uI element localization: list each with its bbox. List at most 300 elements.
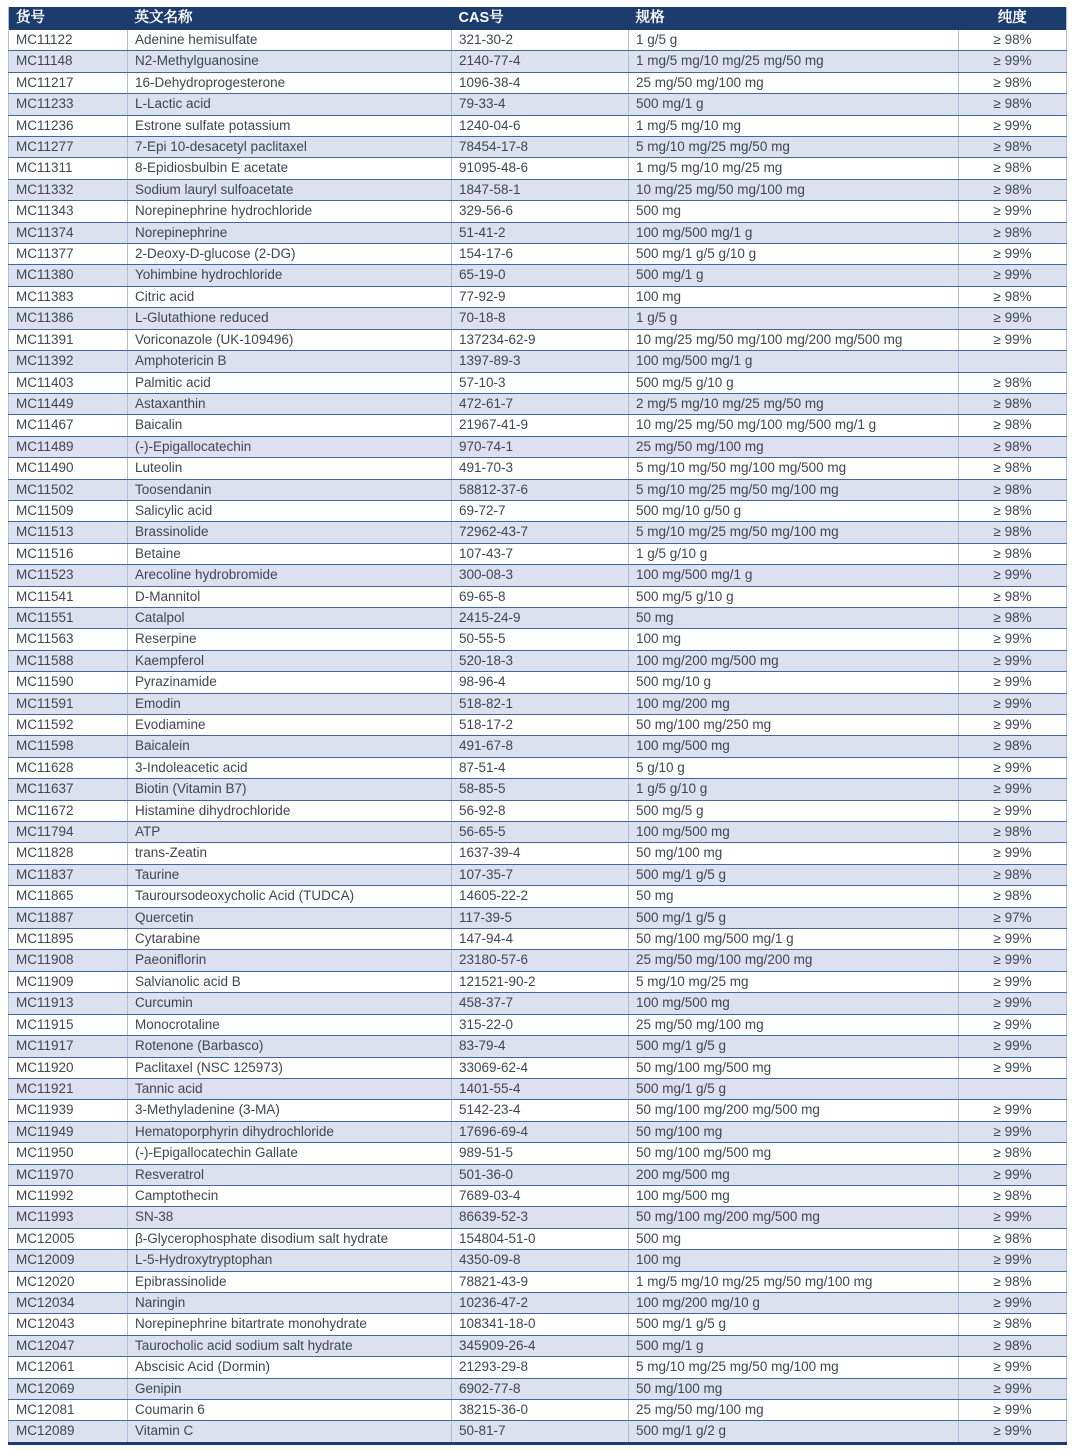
cell-english-name: Taurocholic acid sodium salt hydrate — [128, 1335, 452, 1356]
cell-purity: ≥ 98% — [959, 1314, 1067, 1335]
cell-catalog-no: MC11551 — [9, 607, 128, 628]
cell-specification: 50 mg/100 mg — [629, 1378, 959, 1399]
cell-cas-no: 1240-04-6 — [452, 115, 629, 136]
cell-purity: ≥ 98% — [959, 436, 1067, 457]
table-row — [9, 1185, 1067, 1206]
cell-purity: ≥ 98% — [959, 522, 1067, 543]
cell-cas-no: 23180-57-6 — [452, 950, 629, 971]
cell-specification: 5 mg/10 mg/25 mg/50 mg/100 mg — [629, 1357, 959, 1378]
cell-english-name: Quercetin — [128, 907, 452, 928]
cell-catalog-no: MC11392 — [9, 351, 128, 372]
table-row — [9, 1036, 1067, 1057]
table-row — [9, 1357, 1067, 1378]
cell-purity: ≥ 99% — [959, 629, 1067, 650]
cell-specification: 1 g/5 g — [629, 308, 959, 329]
cell-specification: 500 mg/1 g/5 g — [629, 864, 959, 885]
table-row — [9, 201, 1067, 222]
cell-purity: ≥ 98% — [959, 286, 1067, 307]
cell-catalog-no: MC11277 — [9, 137, 128, 158]
cell-specification: 50 mg/100 mg — [629, 843, 959, 864]
cell-catalog-no: MC11311 — [9, 158, 128, 179]
cell-english-name: Norepinephrine bitartrate monohydrate — [128, 1314, 452, 1335]
cell-purity: ≥ 99% — [959, 1121, 1067, 1142]
cell-cas-no: 989-51-5 — [452, 1143, 629, 1164]
cell-english-name: Pyrazinamide — [128, 672, 452, 693]
table-row — [9, 1143, 1067, 1164]
cell-specification: 50 mg/100 mg — [629, 1121, 959, 1142]
cell-cas-no: 98-96-4 — [452, 672, 629, 693]
cell-cas-no: 458-37-7 — [452, 993, 629, 1014]
table-row — [9, 415, 1067, 436]
cell-english-name: L-Lactic acid — [128, 94, 452, 115]
cell-purity: ≥ 99% — [959, 115, 1067, 136]
cell-english-name: Paeoniflorin — [128, 950, 452, 971]
cell-purity: ≥ 99% — [959, 329, 1067, 350]
table-row — [9, 822, 1067, 843]
cell-purity: ≥ 98% — [959, 372, 1067, 393]
table-row — [9, 843, 1067, 864]
cell-cas-no: 518-17-2 — [452, 715, 629, 736]
cell-purity: ≥ 99% — [959, 1207, 1067, 1228]
cell-specification: 100 mg/500 mg/1 g — [629, 351, 959, 372]
cell-cas-no: 65-19-0 — [452, 265, 629, 286]
cell-purity: ≥ 98% — [959, 1143, 1067, 1164]
cell-english-name: Hematoporphyrin dihydrochloride — [128, 1121, 452, 1142]
cell-cas-no: 86639-52-3 — [452, 1207, 629, 1228]
cell-specification: 1 mg/5 mg/10 mg/25 mg/50 mg — [629, 51, 959, 72]
cell-purity: ≥ 98% — [959, 222, 1067, 243]
cell-cas-no: 518-82-1 — [452, 693, 629, 714]
cell-purity: ≥ 99% — [959, 779, 1067, 800]
cell-specification: 100 mg/500 mg/1 g — [629, 565, 959, 586]
cell-catalog-no: MC11949 — [9, 1121, 128, 1142]
cell-english-name: Rotenone (Barbasco) — [128, 1036, 452, 1057]
cell-cas-no: 57-10-3 — [452, 372, 629, 393]
cell-purity: ≥ 98% — [959, 822, 1067, 843]
cell-purity: ≥ 99% — [959, 1057, 1067, 1078]
cell-purity: ≥ 98% — [959, 607, 1067, 628]
cell-catalog-no: MC12089 — [9, 1421, 128, 1443]
cell-specification: 10 mg/25 mg/50 mg/100 mg — [629, 179, 959, 200]
cell-catalog-no: MC11380 — [9, 265, 128, 286]
table-row — [9, 458, 1067, 479]
cell-catalog-no: MC11217 — [9, 72, 128, 93]
cell-cas-no: 79-33-4 — [452, 94, 629, 115]
header-row — [9, 7, 1067, 30]
cell-purity: ≥ 98% — [959, 736, 1067, 757]
cell-catalog-no: MC11588 — [9, 650, 128, 671]
cell-purity: ≥ 99% — [959, 1292, 1067, 1313]
cell-english-name: SN-38 — [128, 1207, 452, 1228]
cell-specification: 1 mg/5 mg/10 mg/25 mg — [629, 158, 959, 179]
cell-cas-no: 1397-89-3 — [452, 351, 629, 372]
cell-purity: ≥ 98% — [959, 1335, 1067, 1356]
cell-specification: 500 mg/1 g/2 g — [629, 1421, 959, 1443]
cell-catalog-no: MC12034 — [9, 1292, 128, 1313]
cell-specification: 500 mg/1 g — [629, 265, 959, 286]
cell-english-name: Vitamin C — [128, 1421, 452, 1443]
cell-purity: ≥ 99% — [959, 1378, 1067, 1399]
cell-cas-no: 117-39-5 — [452, 907, 629, 928]
table-row — [9, 1292, 1067, 1313]
cell-catalog-no: MC11628 — [9, 757, 128, 778]
cell-english-name: Reserpine — [128, 629, 452, 650]
cell-purity: ≥ 99% — [959, 1164, 1067, 1185]
cell-catalog-no: MC11865 — [9, 886, 128, 907]
cell-cas-no: 77-92-9 — [452, 286, 629, 307]
table-row — [9, 543, 1067, 564]
table-row — [9, 950, 1067, 971]
cell-cas-no: 137234-62-9 — [452, 329, 629, 350]
cell-cas-no: 491-70-3 — [452, 458, 629, 479]
cell-catalog-no: MC11122 — [9, 30, 128, 51]
cell-specification: 100 mg/500 mg — [629, 1185, 959, 1206]
cell-specification: 1 mg/5 mg/10 mg — [629, 115, 959, 136]
cell-purity: ≥ 99% — [959, 201, 1067, 222]
cell-catalog-no: MC11908 — [9, 950, 128, 971]
cell-english-name: Resveratrol — [128, 1164, 452, 1185]
table-row — [9, 1378, 1067, 1399]
table-header — [9, 7, 1067, 30]
column-header-purity: 纯度 — [959, 7, 1067, 30]
cell-purity: ≥ 99% — [959, 950, 1067, 971]
cell-specification: 100 mg/200 mg/500 mg — [629, 650, 959, 671]
cell-purity: ≥ 98% — [959, 393, 1067, 414]
cell-cas-no: 70-18-8 — [452, 308, 629, 329]
table-row — [9, 265, 1067, 286]
table-row — [9, 1207, 1067, 1228]
cell-catalog-no: MC11386 — [9, 308, 128, 329]
cell-specification: 50 mg/100 mg/500 mg — [629, 1057, 959, 1078]
cell-specification: 200 mg/500 mg — [629, 1164, 959, 1185]
cell-cas-no: 33069-62-4 — [452, 1057, 629, 1078]
cell-specification: 5 mg/10 mg/50 mg/100 mg/500 mg — [629, 458, 959, 479]
cell-cas-no: 329-56-6 — [452, 201, 629, 222]
cell-english-name: Genipin — [128, 1378, 452, 1399]
cell-english-name: Tauroursodeoxycholic Acid (TUDCA) — [128, 886, 452, 907]
cell-specification: 25 mg/50 mg/100 mg — [629, 436, 959, 457]
cell-specification: 500 mg/1 g/5 g — [629, 1078, 959, 1099]
cell-english-name: Palmitic acid — [128, 372, 452, 393]
table-row — [9, 372, 1067, 393]
cell-specification: 100 mg/500 mg — [629, 993, 959, 1014]
table-row — [9, 779, 1067, 800]
table-row — [9, 672, 1067, 693]
cell-purity: ≥ 98% — [959, 543, 1067, 564]
cell-cas-no: 56-92-8 — [452, 800, 629, 821]
table-row — [9, 393, 1067, 414]
cell-cas-no: 315-22-0 — [452, 1014, 629, 1035]
cell-cas-no: 14605-22-2 — [452, 886, 629, 907]
cell-catalog-no: MC11598 — [9, 736, 128, 757]
cell-cas-no: 501-36-0 — [452, 1164, 629, 1185]
cell-specification: 500 mg/1 g — [629, 94, 959, 115]
cell-catalog-no: MC11467 — [9, 415, 128, 436]
cell-cas-no: 121521-90-2 — [452, 971, 629, 992]
table-row — [9, 864, 1067, 885]
cell-purity: ≥ 99% — [959, 308, 1067, 329]
table-row — [9, 72, 1067, 93]
cell-purity: ≥ 99% — [959, 993, 1067, 1014]
table-row — [9, 479, 1067, 500]
cell-english-name: Baicalin — [128, 415, 452, 436]
cell-specification: 50 mg/100 mg/200 mg/500 mg — [629, 1100, 959, 1121]
cell-cas-no: 50-55-5 — [452, 629, 629, 650]
cell-cas-no: 1637-39-4 — [452, 843, 629, 864]
cell-cas-no: 107-43-7 — [452, 543, 629, 564]
cell-catalog-no: MC11992 — [9, 1185, 128, 1206]
cell-english-name: Paclitaxel (NSC 125973) — [128, 1057, 452, 1078]
cell-cas-no: 970-74-1 — [452, 436, 629, 457]
cell-cas-no: 491-67-8 — [452, 736, 629, 757]
cell-catalog-no: MC11391 — [9, 329, 128, 350]
cell-english-name: Camptothecin — [128, 1185, 452, 1206]
cell-purity: ≥ 99% — [959, 244, 1067, 265]
cell-english-name: L-Glutathione reduced — [128, 308, 452, 329]
cell-catalog-no: MC11950 — [9, 1143, 128, 1164]
cell-purity: ≥ 99% — [959, 757, 1067, 778]
table-row — [9, 565, 1067, 586]
cell-english-name: 7-Epi 10-desacetyl paclitaxel — [128, 137, 452, 158]
cell-english-name: D-Mannitol — [128, 586, 452, 607]
table-row — [9, 1314, 1067, 1335]
cell-specification: 25 mg/50 mg/100 mg — [629, 72, 959, 93]
cell-purity: ≥ 98% — [959, 137, 1067, 158]
cell-cas-no: 147-94-4 — [452, 929, 629, 950]
cell-catalog-no: MC11917 — [9, 1036, 128, 1057]
cell-purity: ≥ 99% — [959, 1357, 1067, 1378]
cell-english-name: Taurine — [128, 864, 452, 885]
cell-catalog-no: MC11236 — [9, 115, 128, 136]
cell-english-name: Arecoline hydrobromide — [128, 565, 452, 586]
cell-specification: 500 mg/1 g/5 g — [629, 1314, 959, 1335]
cell-catalog-no: MC11383 — [9, 286, 128, 307]
cell-specification: 2 mg/5 mg/10 mg/25 mg/50 mg — [629, 393, 959, 414]
table-row — [9, 522, 1067, 543]
table-row — [9, 286, 1067, 307]
cell-catalog-no: MC11637 — [9, 779, 128, 800]
cell-purity: ≥ 98% — [959, 72, 1067, 93]
cell-purity: ≥ 99% — [959, 565, 1067, 586]
cell-cas-no: 154-17-6 — [452, 244, 629, 265]
cell-english-name: (-)-Epigallocatechin Gallate — [128, 1143, 452, 1164]
cell-specification: 500 mg — [629, 201, 959, 222]
cell-purity: ≥ 98% — [959, 500, 1067, 521]
cell-english-name: 3-Methyladenine (3-MA) — [128, 1100, 452, 1121]
cell-catalog-no: MC11374 — [9, 222, 128, 243]
cell-specification: 50 mg/100 mg/500 mg/1 g — [629, 929, 959, 950]
cell-english-name: Salicylic acid — [128, 500, 452, 521]
cell-catalog-no: MC11970 — [9, 1164, 128, 1185]
cell-english-name: Voriconazole (UK-109496) — [128, 329, 452, 350]
cell-english-name: Brassinolide — [128, 522, 452, 543]
cell-purity: ≥ 98% — [959, 179, 1067, 200]
cell-cas-no: 1096-38-4 — [452, 72, 629, 93]
cell-catalog-no: MC11909 — [9, 971, 128, 992]
cell-english-name: Curcumin — [128, 993, 452, 1014]
cell-specification: 500 mg/1 g — [629, 1335, 959, 1356]
cell-english-name: Betaine — [128, 543, 452, 564]
cell-purity: ≥ 99% — [959, 672, 1067, 693]
cell-english-name: Kaempferol — [128, 650, 452, 671]
cell-english-name: Baicalein — [128, 736, 452, 757]
cell-english-name: N2-Methylguanosine — [128, 51, 452, 72]
table-row — [9, 500, 1067, 521]
cell-purity: ≥ 99% — [959, 693, 1067, 714]
cell-specification: 500 mg/5 g/10 g — [629, 586, 959, 607]
cell-catalog-no: MC11921 — [9, 1078, 128, 1099]
cell-english-name: Norepinephrine — [128, 222, 452, 243]
cell-specification: 500 mg/1 g/5 g/10 g — [629, 244, 959, 265]
cell-english-name: Adenine hemisulfate — [128, 30, 452, 51]
cell-specification: 500 mg — [629, 1228, 959, 1249]
cell-catalog-no: MC11794 — [9, 822, 128, 843]
table-row — [9, 436, 1067, 457]
table-row — [9, 137, 1067, 158]
table-row — [9, 757, 1067, 778]
column-header-cas-no: CAS号 — [452, 7, 629, 30]
table-row — [9, 115, 1067, 136]
cell-cas-no: 87-51-4 — [452, 757, 629, 778]
cell-english-name: Histamine dihydrochloride — [128, 800, 452, 821]
cell-catalog-no: MC11591 — [9, 693, 128, 714]
cell-purity: ≥ 99% — [959, 1421, 1067, 1443]
table-row — [9, 1164, 1067, 1185]
cell-catalog-no: MC11377 — [9, 244, 128, 265]
table-row — [9, 244, 1067, 265]
product-table-body — [9, 30, 1067, 1443]
cell-purity: ≥ 98% — [959, 458, 1067, 479]
cell-purity: ≥ 99% — [959, 1014, 1067, 1035]
cell-specification: 100 mg/500 mg — [629, 822, 959, 843]
cell-specification: 50 mg — [629, 607, 959, 628]
cell-purity: ≥ 99% — [959, 715, 1067, 736]
cell-english-name: Epibrassinolide — [128, 1271, 452, 1292]
cell-catalog-no: MC11939 — [9, 1100, 128, 1121]
cell-cas-no: 6902-77-8 — [452, 1378, 629, 1399]
cell-specification: 500 mg/10 g — [629, 672, 959, 693]
cell-purity: ≥ 98% — [959, 1185, 1067, 1206]
cell-specification: 500 mg/1 g/5 g — [629, 1036, 959, 1057]
cell-cas-no: 72962-43-7 — [452, 522, 629, 543]
cell-cas-no: 300-08-3 — [452, 565, 629, 586]
cell-purity: ≥ 98% — [959, 415, 1067, 436]
cell-catalog-no: MC11490 — [9, 458, 128, 479]
table-row — [9, 971, 1067, 992]
cell-specification: 25 mg/50 mg/100 mg/200 mg — [629, 950, 959, 971]
cell-cas-no: 38215-36-0 — [452, 1400, 629, 1421]
cell-purity: ≥ 99% — [959, 1036, 1067, 1057]
cell-catalog-no: MC11148 — [9, 51, 128, 72]
cell-specification: 25 mg/50 mg/100 mg — [629, 1014, 959, 1035]
cell-english-name: 8-Epidiosbulbin E acetate — [128, 158, 452, 179]
cell-specification: 500 mg/1 g/5 g — [629, 907, 959, 928]
cell-english-name: Abscisic Acid (Dormin) — [128, 1357, 452, 1378]
cell-specification: 5 mg/10 mg/25 mg — [629, 971, 959, 992]
cell-english-name: Salvianolic acid B — [128, 971, 452, 992]
cell-cas-no: 7689-03-4 — [452, 1185, 629, 1206]
cell-purity: ≥ 98% — [959, 864, 1067, 885]
cell-catalog-no: MC11233 — [9, 94, 128, 115]
cell-cas-no: 83-79-4 — [452, 1036, 629, 1057]
cell-english-name: Emodin — [128, 693, 452, 714]
cell-purity: ≥ 99% — [959, 1400, 1067, 1421]
cell-english-name: Luteolin — [128, 458, 452, 479]
table-row — [9, 94, 1067, 115]
table-row — [9, 886, 1067, 907]
cell-purity: ≥ 98% — [959, 479, 1067, 500]
cell-catalog-no: MC11895 — [9, 929, 128, 950]
cell-specification: 1 g/5 g/10 g — [629, 543, 959, 564]
cell-catalog-no: MC12081 — [9, 1400, 128, 1421]
cell-specification: 10 mg/25 mg/50 mg/100 mg/200 mg/500 mg — [629, 329, 959, 350]
cell-catalog-no: MC11332 — [9, 179, 128, 200]
cell-catalog-no: MC11672 — [9, 800, 128, 821]
cell-english-name: Sodium lauryl sulfoacetate — [128, 179, 452, 200]
table-row — [9, 736, 1067, 757]
cell-specification: 1 g/5 g/10 g — [629, 779, 959, 800]
cell-cas-no: 108341-18-0 — [452, 1314, 629, 1335]
cell-cas-no: 56-65-5 — [452, 822, 629, 843]
cell-cas-no: 107-35-7 — [452, 864, 629, 885]
cell-cas-no: 4350-09-8 — [452, 1250, 629, 1271]
cell-catalog-no: MC11541 — [9, 586, 128, 607]
cell-specification: 100 mg/500 mg — [629, 736, 959, 757]
table-row — [9, 607, 1067, 628]
cell-english-name: Tannic acid — [128, 1078, 452, 1099]
cell-english-name: 2-Deoxy-D-glucose (2-DG) — [128, 244, 452, 265]
cell-cas-no: 345909-26-4 — [452, 1335, 629, 1356]
cell-cas-no: 2415-24-9 — [452, 607, 629, 628]
cell-purity: ≥ 99% — [959, 1250, 1067, 1271]
product-table — [8, 7, 1067, 1445]
cell-purity: ≥ 99% — [959, 971, 1067, 992]
cell-specification: 500 mg/5 g — [629, 800, 959, 821]
cell-catalog-no: MC11502 — [9, 479, 128, 500]
cell-cas-no: 321-30-2 — [452, 30, 629, 51]
cell-specification: 50 mg/100 mg/250 mg — [629, 715, 959, 736]
column-header-english-name: 英文名称 — [128, 7, 452, 30]
cell-catalog-no: MC11489 — [9, 436, 128, 457]
cell-cas-no: 17696-69-4 — [452, 1121, 629, 1142]
cell-specification: 10 mg/25 mg/50 mg/100 mg/500 mg/1 g — [629, 415, 959, 436]
table-row — [9, 1121, 1067, 1142]
cell-specification: 1 mg/5 mg/10 mg/25 mg/50 mg/100 mg — [629, 1271, 959, 1292]
cell-english-name: ATP — [128, 822, 452, 843]
cell-specification: 100 mg/200 mg/10 g — [629, 1292, 959, 1313]
cell-catalog-no: MC11523 — [9, 565, 128, 586]
table-row — [9, 650, 1067, 671]
column-header-catalog-no: 货号 — [9, 7, 128, 30]
cell-english-name: Naringin — [128, 1292, 452, 1313]
cell-catalog-no: MC11915 — [9, 1014, 128, 1035]
table-row — [9, 51, 1067, 72]
cell-catalog-no: MC12043 — [9, 1314, 128, 1335]
table-row — [9, 308, 1067, 329]
table-row — [9, 693, 1067, 714]
cell-english-name: Toosendanin — [128, 479, 452, 500]
cell-specification: 50 mg — [629, 886, 959, 907]
cell-cas-no: 21293-29-8 — [452, 1357, 629, 1378]
cell-specification: 100 mg/500 mg/1 g — [629, 222, 959, 243]
cell-english-name: (-)-Epigallocatechin — [128, 436, 452, 457]
cell-specification: 50 mg/100 mg/500 mg — [629, 1143, 959, 1164]
table-row — [9, 30, 1067, 51]
cell-catalog-no: MC12020 — [9, 1271, 128, 1292]
cell-catalog-no: MC12047 — [9, 1335, 128, 1356]
cell-cas-no: 1847-58-1 — [452, 179, 629, 200]
cell-purity: ≥ 98% — [959, 1271, 1067, 1292]
